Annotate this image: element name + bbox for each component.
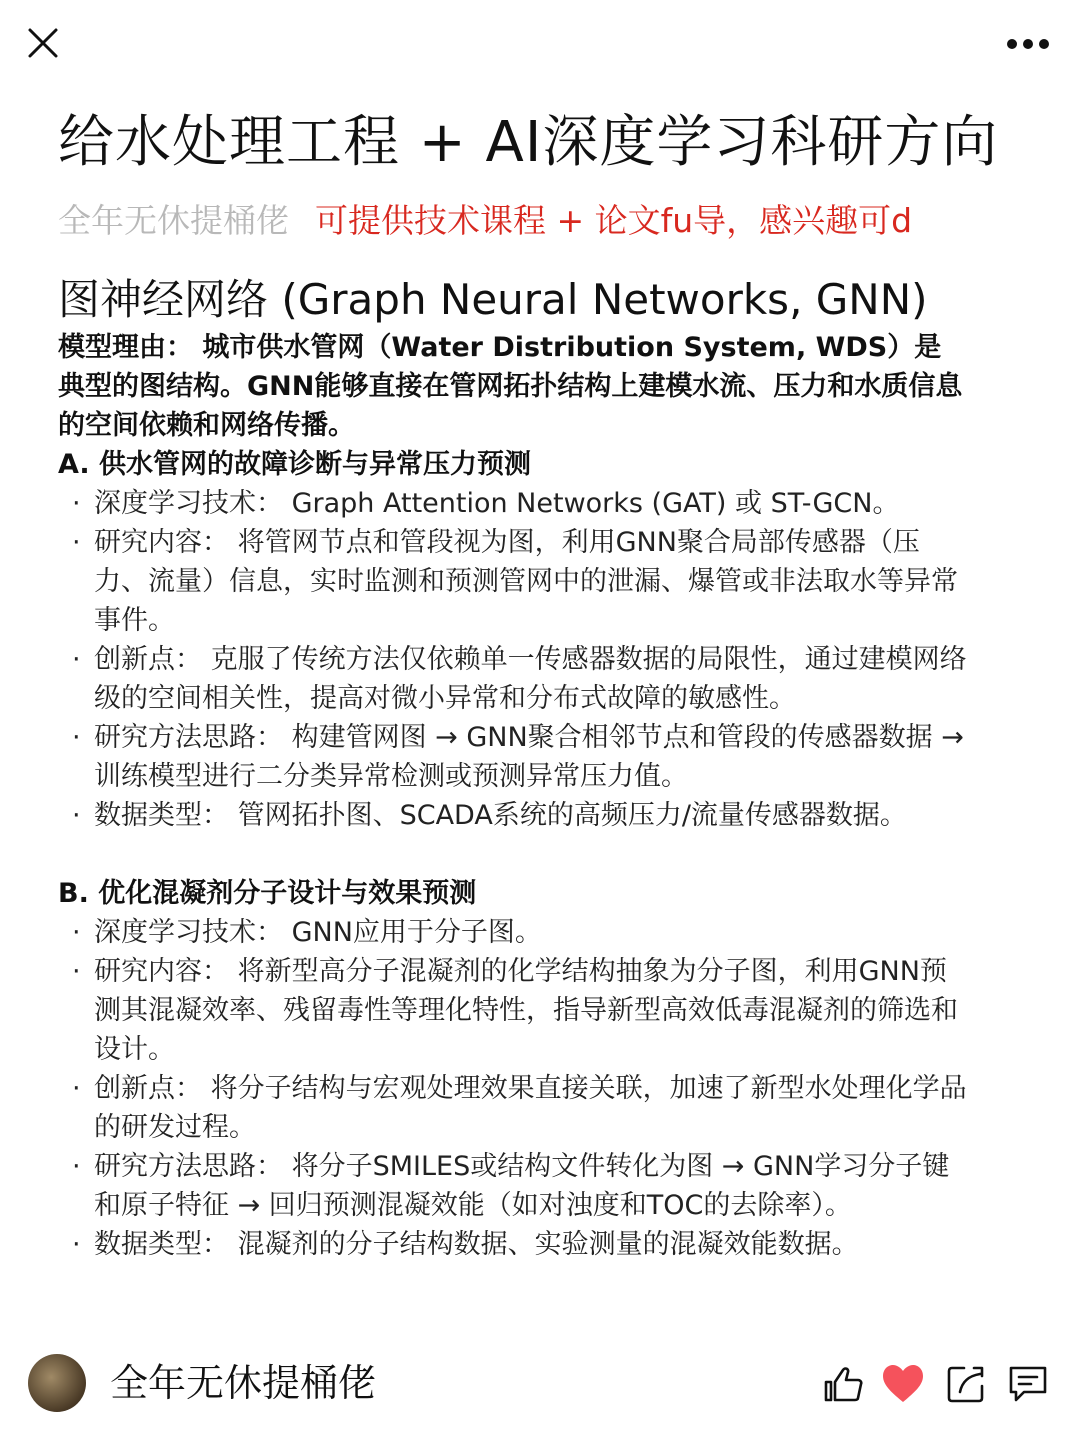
part-a-heading: A. 供水管网的故障诊断与异常压力预测 <box>58 449 532 480</box>
footer-bar <box>0 1350 1080 1420</box>
avatar[interactable] <box>28 1354 86 1412</box>
list-item: · 深度学习技术： Graph Attention Networks (GAT) 或 ST-GCN。 <box>58 484 968 523</box>
part-b-list <box>58 913 968 1264</box>
list-item: · 深度学习技术： GNN应用于分子图。 <box>58 913 968 952</box>
comment-icon[interactable] <box>1006 1362 1050 1406</box>
subtitle <box>58 198 968 244</box>
list-item: · 研究方法思路： 构建管网图 → GNN聚合相邻节点和管段的传感器数据 → 训练模型进行二分类异常检测或预测异常压力值。 <box>58 718 968 796</box>
post-content <box>58 108 999 1264</box>
list-item: · 数据类型： 混凝剂的分子结构数据、实验测量的混凝效能数据。 <box>58 1225 968 1264</box>
heart-icon[interactable] <box>881 1362 925 1406</box>
post-title: 给水处理工程 + AI深度学习科研方向 <box>58 110 999 175</box>
part-a-list <box>58 484 968 835</box>
part-b-heading: B. 优化混凝剂分子设计与效果预测 <box>58 878 477 909</box>
author-name[interactable]: 全年无休提桶佬 <box>110 1361 377 1405</box>
thumbs-up-icon[interactable] <box>822 1362 866 1406</box>
list-item: · 研究内容： 将新型高分子混凝剂的化学结构抽象为分子图，利用GNN预测其混凝效率、残留毒性等理化特性，指导新型高效低毒混凝剂的筛选和设计。 <box>58 952 968 1069</box>
list-item: · 创新点： 克服了传统方法仅依赖单一传感器数据的局限性，通过建模网络级的空间相关性，提高对微小异常和分布式故障的敏感性。 <box>58 640 968 718</box>
list-item: · 研究内容： 将管网节点和管段视为图，利用GNN聚合局部传感器（压力、流量）信息，实时监测和预测管网中的泄漏、爆管或非法取水等异常事件。 <box>58 523 968 640</box>
section-title: 图神经网络 (Graph Neural Networks, GNN) <box>58 275 928 324</box>
subtitle-author: 全年无休提桶佬 <box>58 201 289 240</box>
more-icon[interactable] <box>1006 34 1050 54</box>
share-icon[interactable] <box>944 1362 988 1406</box>
top-bar <box>0 0 1080 90</box>
list-item: · 创新点： 将分子结构与宏观处理效果直接关联，加速了新型水处理化学品的研发过程。 <box>58 1069 968 1147</box>
model-reason: 模型理由： 城市供水管网（Water Distribution System, WDS）是典型的图结构。GNN能够直接在管网拓扑结构上建模水流、压力和水质信息的空间依赖和网络传播。 <box>58 332 963 441</box>
close-icon[interactable] <box>26 26 60 60</box>
list-item: · 研究方法思路： 将分子SMILES或结构文件转化为图 → GNN学习分子键和原子特征 → 回归预测混凝效能（如对浊度和TOC的去除率）。 <box>58 1147 968 1225</box>
list-item: · 数据类型： 管网拓扑图、SCADA系统的高频压力/流量传感器数据。 <box>58 796 968 835</box>
promo-text: 可提供技术课程 + 论文fu导，感兴趣可d <box>315 201 913 240</box>
